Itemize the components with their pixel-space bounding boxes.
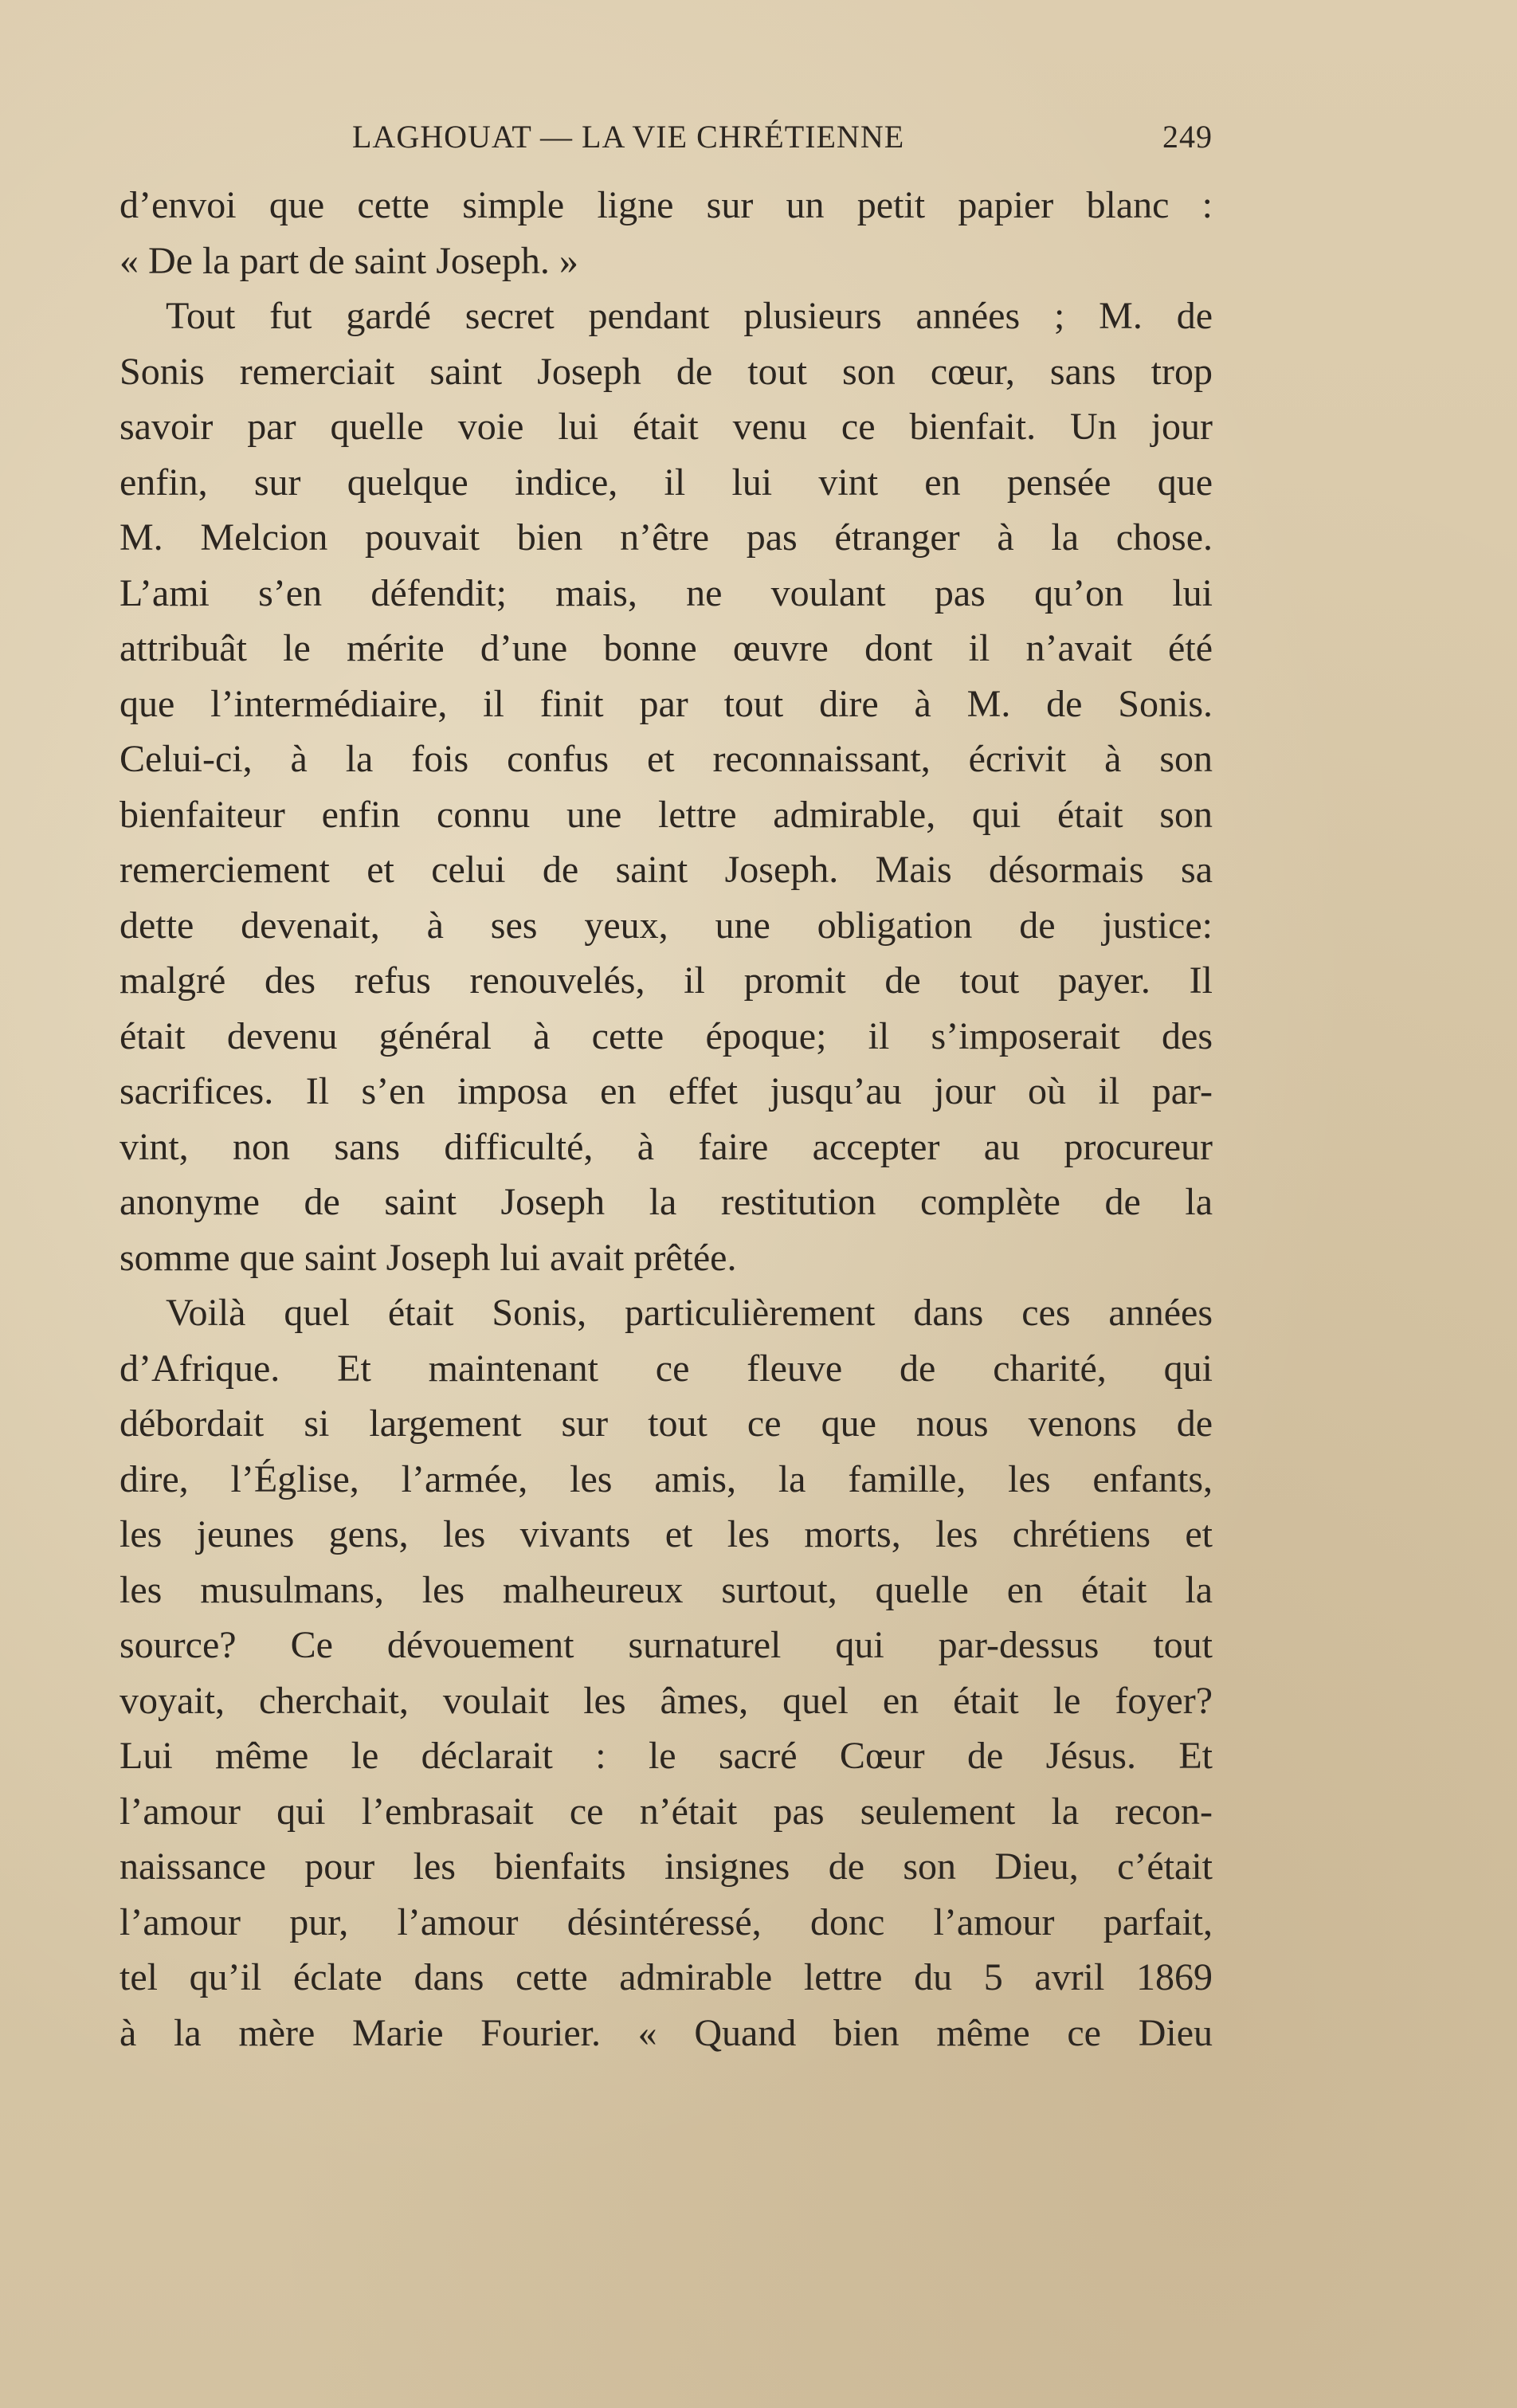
text-line: Lui même le déclarait : le sacré Cœur de Jésus. Et	[120, 1735, 1213, 1777]
text-line: remerciement et celui de saint Joseph. Mais désormais sa	[120, 849, 1213, 891]
text-line: d’envoi que cette simple ligne sur un petit papier blanc :	[120, 184, 1213, 226]
text-line: savoir par quelle voie lui était venu ce bienfait. Un jour	[120, 406, 1213, 448]
text-line: bienfaiteur enfin connu une lettre admirable, qui était son	[120, 793, 1213, 836]
text-line: malgré des refus renouvelés, il promit de tout payer. Il	[120, 959, 1213, 1002]
text-line: enfin, sur quelque indice, il lui vint en pensée que	[120, 461, 1213, 504]
text-line: source? Ce dévouement surnaturel qui par-dessus tout	[120, 1624, 1213, 1666]
body-text	[120, 178, 1213, 2061]
text-line: était devenu général à cette époque; il s’imposerait des	[120, 1014, 1213, 1057]
text-line: somme que saint Joseph lui avait prêtée.	[120, 1236, 737, 1279]
text-line: Celui-ci, à la fois confus et reconnaissant, écrivit à son	[120, 738, 1213, 780]
running-title: LAGHOUAT — LA VIE CHRÉTIENNE	[352, 119, 905, 155]
text-line: attribuât le mérite d’une bonne œuvre dont il n’avait été	[120, 627, 1213, 669]
text-line: dette devenait, à ses yeux, une obligation de justice:	[120, 904, 1213, 947]
text-line: débordait si largement sur tout ce que nous venons de	[120, 1402, 1213, 1445]
text-line: les jeunes gens, les vivants et les morts, les chrétiens et	[120, 1513, 1213, 1555]
text-line: l’amour qui l’embrasait ce n’était pas seulement la recon-	[120, 1790, 1213, 1833]
text-line: L’ami s’en défendit; mais, ne voulant pas qu’on lui	[120, 571, 1213, 614]
text-line: que l’intermédiaire, il finit par tout dire à M. de Sonis.	[120, 682, 1213, 725]
text-line: naissance pour les bienfaits insignes de son Dieu, c’était	[120, 1845, 1213, 1888]
text-line: tel qu’il éclate dans cette admirable lettre du 5 avril 1869	[120, 1956, 1213, 1998]
running-head	[120, 112, 1213, 159]
text-line: Voilà quel était Sonis, particulièrement dans ces années	[166, 1292, 1213, 1334]
text-line: voyait, cherchait, voulait les âmes, quel en était le foyer?	[120, 1679, 1213, 1722]
text-line: Tout fut gardé secret pendant plusieurs années ; M. de	[166, 295, 1213, 337]
text-line: les musulmans, les malheureux surtout, quelle en était la	[120, 1568, 1213, 1611]
text-line: à la mère Marie Fourier. « Quand bien même ce Dieu	[120, 2011, 1213, 2054]
page-number: 249	[1162, 119, 1213, 155]
text-line: d’Afrique. Et maintenant ce fleuve de charité, qui	[120, 1347, 1213, 1390]
text-line: l’amour pur, l’amour désintéressé, donc l’amour parfait,	[120, 1900, 1213, 1943]
text-line: vint, non sans difficulté, à faire accepter au procureur	[120, 1125, 1213, 1168]
text-line: Sonis remerciait saint Joseph de tout son cœur, sans trop	[120, 350, 1213, 393]
text-line: dire, l’Église, l’armée, les amis, la famille, les enfants,	[120, 1457, 1213, 1500]
text-line: M. Melcion pouvait bien n’être pas étranger à la chose.	[120, 516, 1213, 559]
text-line: anonyme de saint Joseph la restitution complète de la	[120, 1181, 1213, 1223]
text-line: sacrifices. Il s’en imposa en effet jusqu’au jour où il par-	[120, 1070, 1213, 1112]
text-line: « De la part de saint Joseph. »	[120, 239, 578, 282]
